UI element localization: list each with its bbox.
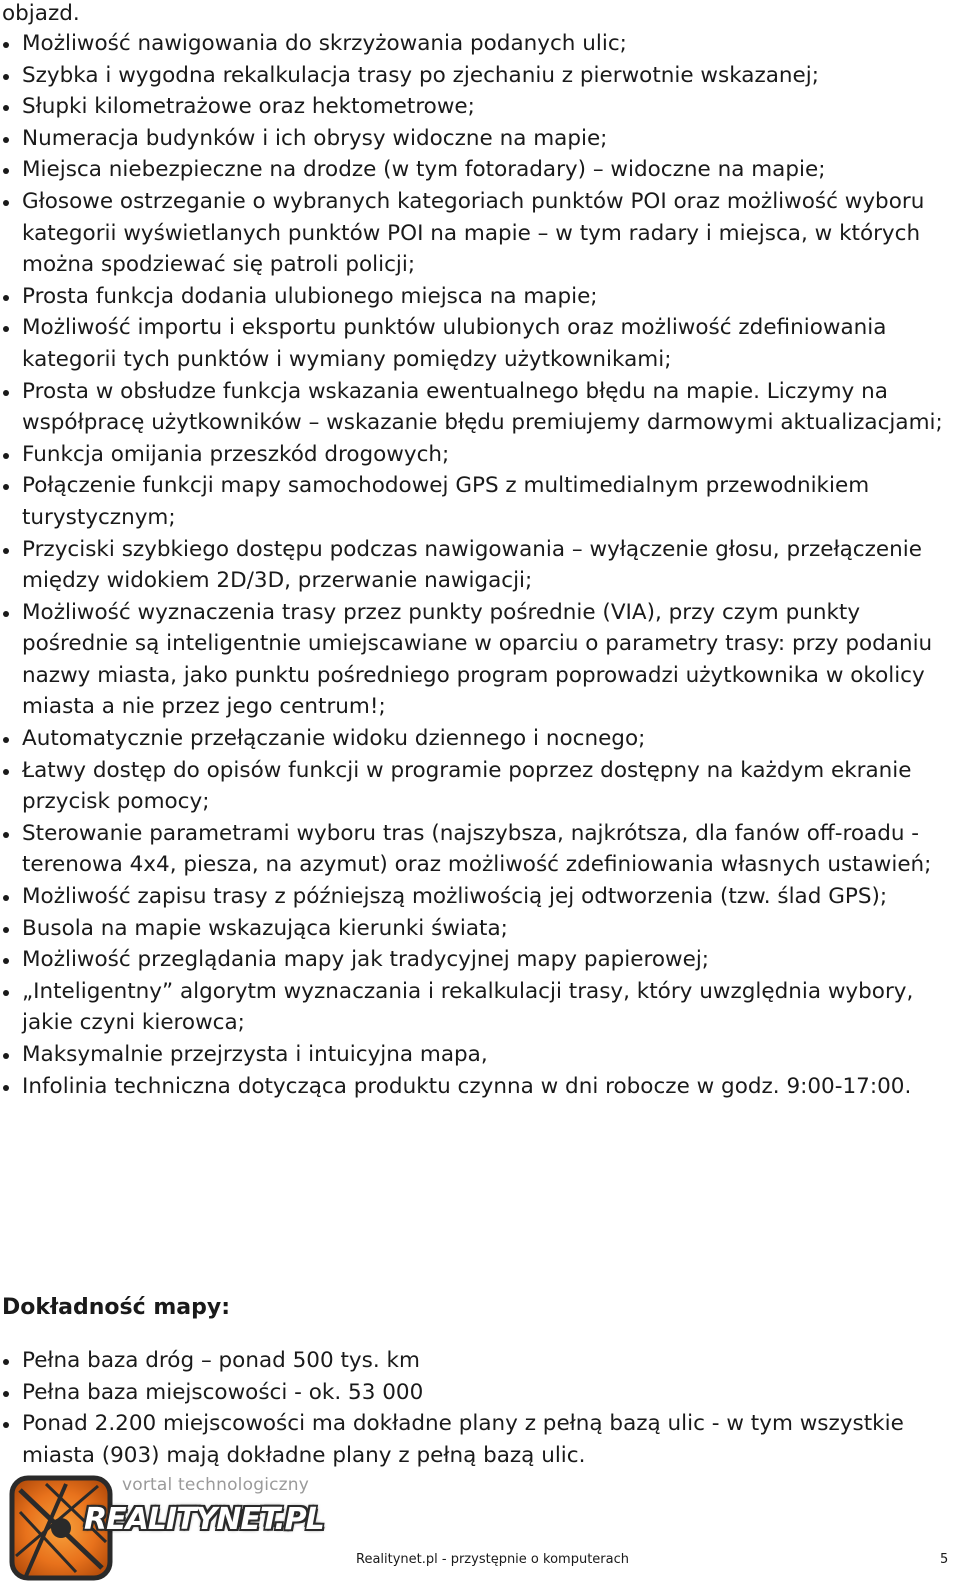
list-item: Możliwość importu i eksportu punktów ulubionych oraz możliwość zdefiniowania kategorii tych punktów i wymiany pomiędzy użytkownikami;	[0, 312, 958, 375]
list-item: Prosta w obsłudze funkcja wskazania ewentualnego błędu na mapie. Liczymy na współpracę użytkowników – wskazanie błędu premiujemy darmowymi aktualizacjami;	[0, 376, 958, 439]
list-item: Numeracja budynków i ich obrysy widoczne na mapie;	[0, 123, 958, 155]
logo-tagline: vortal technologiczny	[122, 1475, 310, 1495]
features-list	[0, 28, 958, 1102]
list-item: Miejsca niebezpieczne na drodze (w tym fotoradary) – widoczne na mapie;	[0, 154, 958, 186]
list-item: Sterowanie parametrami wyboru tras (najszybsza, najkrótsza, dla fanów off-roadu - terenowa 4x4, piesza, na azymut) oraz możliwość zdefiniowania własnych ustawień;	[0, 818, 958, 881]
list-item: Łatwy dostęp do opisów funkcji w programie poprzez dostępny na każdym ekranie przycisk pomocy;	[0, 755, 958, 818]
list-item: Ponad 2.200 miejscowości ma dokładne plany z pełną bazą ulic - w tym wszystkie miasta (903) mają dokładne plany z pełną bazą ulic.	[0, 1408, 958, 1471]
list-item: Pełna baza dróg – ponad 500 tys. km	[0, 1345, 958, 1377]
list-item: Możliwość wyznaczenia trasy przez punkty pośrednie (VIA), przy czym punkty pośrednie są inteligentnie umiejscawiane w oparciu o parametry trasy: przy podaniu nazwy miasta, jako punktu pośredniego program poprowadzi użytkownika w okolicy miasta a nie przez jego centrum!;	[0, 597, 958, 723]
list-item: Automatycznie przełączanie widoku dziennego i nocnego;	[0, 723, 958, 755]
list-item: Przyciski szybkiego dostępu podczas nawigowania – wyłączenie głosu, przełączenie między widokiem 2D/3D, przerwanie nawigacji;	[0, 534, 958, 597]
list-item: Infolinia techniczna dotycząca produktu czynna w dni robocze w godz. 9:00-17:00.	[0, 1071, 958, 1103]
list-item: Prosta funkcja dodania ulubionego miejsca na mapie;	[0, 281, 958, 313]
accuracy-list	[0, 1345, 958, 1471]
list-item: Możliwość nawigowania do skrzyżowania podanych ulic;	[0, 28, 958, 60]
list-item: Pełna baza miejscowości - ok. 53 000	[0, 1377, 958, 1409]
list-item: Połączenie funkcji mapy samochodowej GPS z multimedialnym przewodnikiem turystycznym;	[0, 470, 958, 533]
list-item: Głosowe ostrzeganie o wybranych kategoriach punktów POI oraz możliwość wyboru kategorii wyświetlanych punktów POI na mapie – w tym radary i miejsca, w których można spodziewać się patroli policji;	[0, 186, 958, 281]
footer-text: Realitynet.pl - przystępnie o komputerach	[356, 1552, 629, 1567]
list-item: „Inteligentny” algorytm wyznaczania i rekalkulacji trasy, który uwzględnia wybory, jakie czyni kierowca;	[0, 976, 958, 1039]
realitynet-logo[interactable]	[6, 1472, 336, 1584]
lead-text: objazd.	[2, 1, 80, 26]
section-heading: Dokładność mapy:	[2, 1295, 230, 1320]
list-item: Szybka i wygodna rekalkulacja trasy po zjechaniu z pierwotnie wskazanej;	[0, 60, 958, 92]
list-item: Słupki kilometrażowe oraz hektometrowe;	[0, 91, 958, 123]
page-number: 5	[940, 1552, 949, 1567]
list-item: Busola na mapie wskazująca kierunki świata;	[0, 913, 958, 945]
logo-wordmark: REALITYNET.PL	[84, 1502, 324, 1537]
list-item: Funkcja omijania przeszkód drogowych;	[0, 439, 958, 471]
list-item: Możliwość zapisu trasy z późniejszą możliwością jej odtworzenia (tzw. ślad GPS);	[0, 881, 958, 913]
list-item: Maksymalnie przejrzysta i intuicyjna mapa,	[0, 1039, 958, 1071]
list-item: Możliwość przeglądania mapy jak tradycyjnej mapy papierowej;	[0, 944, 958, 976]
